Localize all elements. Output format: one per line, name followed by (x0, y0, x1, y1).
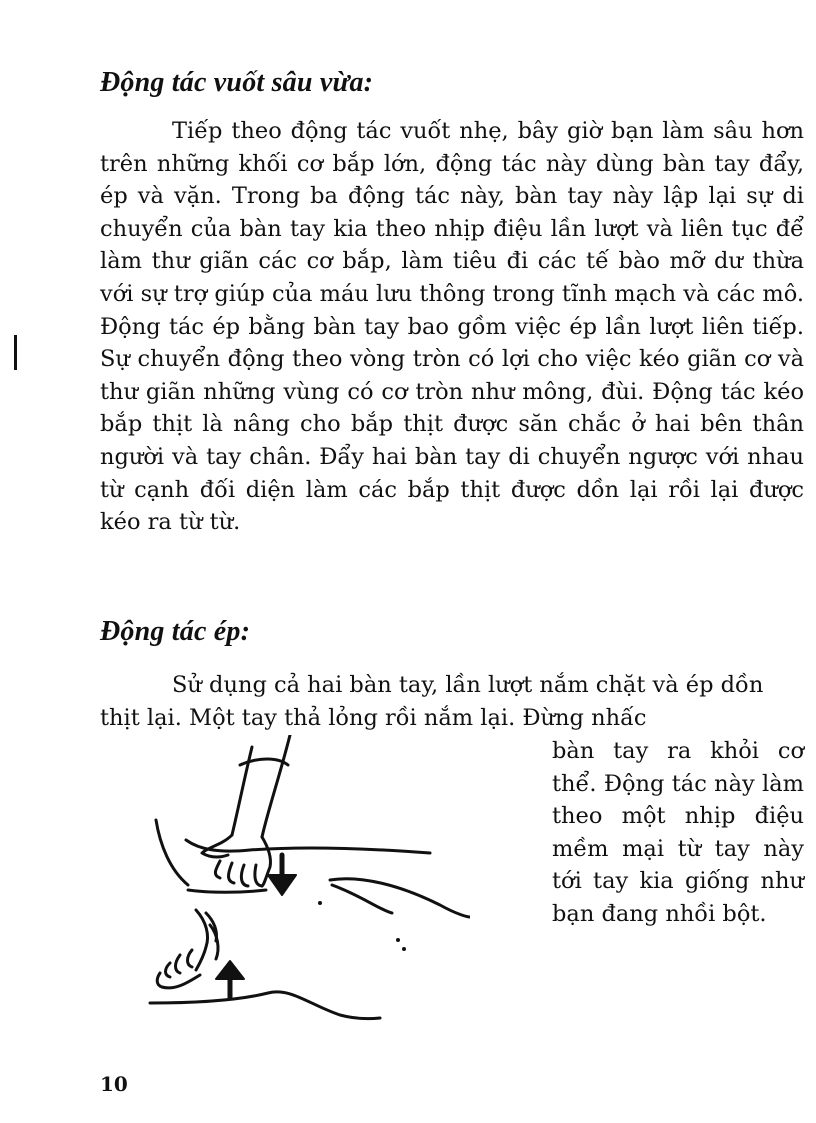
section-paragraph-kneading-intro: Sử dụng cả hai bàn tay, lần lượt nắm chặt và ép dồn thịt lại. Một tay thả lỏng rồi nắm lại. Đừng nhấc (100, 672, 764, 731)
section-heading-kneading: Động tác ép: (100, 616, 251, 647)
section-paragraph-deep-stroke: Tiếp theo động tác vuốt nhẹ, bây giờ bạn làm sâu hơn trên những khối cơ bắp lớn, động tác này dùng bàn tay đẩy, ép và vặn. Trong ba động tác này, bàn tay này lập lại sự di chuyển của bàn tay kia theo nhịp điệu lần lượt và liên tục để làm thư giãn các cơ bắp, làm tiêu đi các tế bào mỡ dư thừa với sự trợ giúp của máu lưu thông trong tĩnh mạch và các mô. Động tác ép bằng bàn tay bao gồm việc ép lần lượt liên tiếp. Sự chuyển động theo vòng tròn có lợi cho việc kéo giãn cơ và thư giãn những vùng có cơ tròn như mông, đùi. Động tác kéo bắp thịt là nâng cho bắp thịt được săn chắc ở hai bên thân người và tay chân. Đẩy hai bàn tay di chuyển ngược với nhau từ cạnh đối diện làm các bắp thịt được dồn lại rồi lại được kéo ra từ từ. (100, 118, 804, 536)
section-paragraph-kneading-side: bàn tay ra khỏi cơ thể. Động tác này làm theo một nhịp điệu mềm mại từ tay này tới tay kia giống như bạn đang nhồi bột. (552, 738, 804, 927)
section-heading-deep-stroke: Động tác vuốt sâu vừa: (100, 67, 374, 98)
body-outline-icon (150, 820, 470, 1019)
page-number: 10 (100, 1072, 128, 1096)
upper-arm-icon (232, 735, 290, 837)
up-arrow-icon (216, 961, 244, 997)
lower-hand-icon (157, 910, 218, 988)
kneading-hands-illustration (140, 735, 470, 1030)
down-arrow-icon (268, 855, 296, 895)
scan-edge-mark (14, 335, 17, 370)
upper-hand-icon (202, 835, 271, 886)
